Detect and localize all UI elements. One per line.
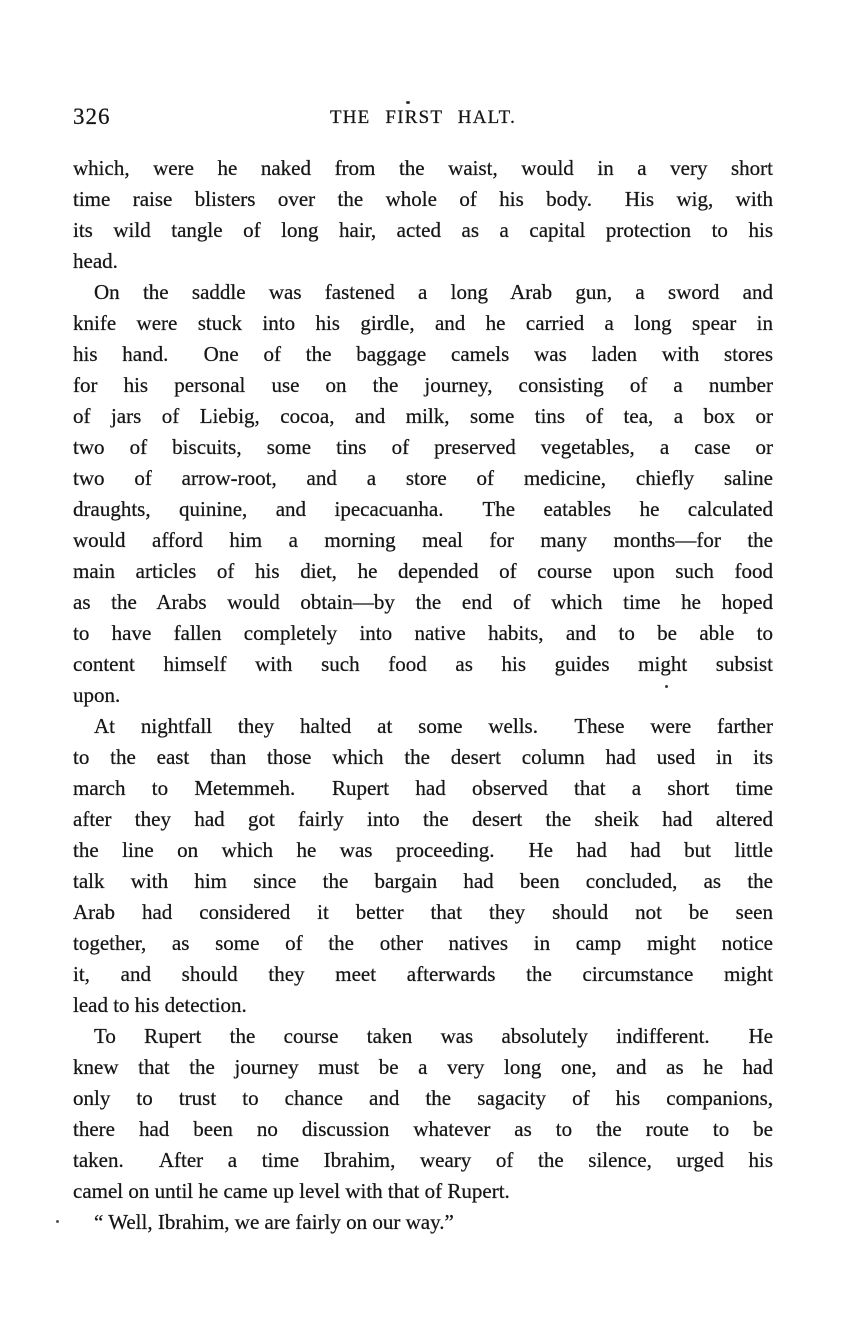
text-line: the line on which he was proceeding. He had had but little [73, 838, 773, 862]
text-line: of jars of Liebig, cocoa, and milk, some tins of tea, a box or [73, 404, 773, 428]
text-line: only to trust to chance and the sagacity of his companions, [73, 1086, 773, 1110]
text-line: talk with him since the bargain had been concluded, as the [73, 869, 773, 893]
text-line: its wild tangle of long hair, acted as a capital protection to his [73, 218, 773, 242]
text-line: for his personal use on the journey, consisting of a number [73, 373, 773, 397]
text-line: two of biscuits, some tins of preserved vegetables, a case or [73, 435, 773, 459]
text-line: knife were stuck into his girdle, and he carried a long spear in [73, 311, 773, 335]
text-line: At nightfall they halted at some wells. These were farther [94, 714, 773, 738]
text-line: On the saddle was fastened a long Arab gun, a sword and [94, 280, 773, 304]
text-line: head. [73, 249, 118, 273]
text-line: his hand. One of the baggage camels was laden with stores [73, 342, 773, 366]
scan-speck [665, 685, 668, 688]
text-line: content himself with such food as his guides might subsist [73, 652, 773, 676]
text-line: it, and should they meet afterwards the circumstance might [73, 962, 773, 986]
text-line: march to Metemmeh. Rupert had observed that a short time [73, 776, 773, 800]
text-line: Arab had considered it better that they should not be seen [73, 900, 773, 924]
text-line: time raise blisters over the whole of his body. His wig, with [73, 187, 773, 211]
scan-speck [406, 101, 410, 104]
body-text [73, 153, 773, 1238]
text-line: as the Arabs would obtain—by the end of which time he hoped [73, 590, 773, 614]
text-line: To Rupert the course taken was absolutely indifferent. He [94, 1024, 773, 1048]
text-line: together, as some of the other natives in camp might notice [73, 931, 773, 955]
text-line: to the east than those which the desert column had used in its [73, 745, 773, 769]
running-title: THE FIRST HALT. [329, 107, 517, 128]
page-number: 326 [73, 104, 111, 129]
text-line: “ Well, Ibrahim, we are fairly on our way.” [94, 1210, 454, 1234]
text-line: to have fallen completely into native habits, and to be able to [73, 621, 773, 645]
scan-speck [56, 1220, 59, 1223]
text-line: upon. [73, 683, 121, 707]
text-line: after they had got fairly into the desert the sheik had altered [73, 807, 773, 831]
text-line: taken. After a time Ibrahim, weary of the silence, urged his [73, 1148, 773, 1172]
text-line: main articles of his diet, he depended of course upon such food [73, 559, 773, 583]
text-line: there had been no discussion whatever as to the route to be [73, 1117, 773, 1141]
text-line: knew that the journey must be a very long one, and as he had [73, 1055, 773, 1079]
text-line: draughts, quinine, and ipecacuanha. The eatables he calculated [73, 497, 773, 521]
text-line: which, were he naked from the waist, would in a very short [73, 156, 773, 180]
text-line: would afford him a morning meal for many months—for the [73, 528, 773, 552]
text-line: lead to his detection. [73, 993, 247, 1017]
text-line: two of arrow-root, and a store of medicine, chiefly saline [73, 466, 773, 490]
text-line: camel on until he came up level with that of Rupert. [73, 1179, 510, 1203]
